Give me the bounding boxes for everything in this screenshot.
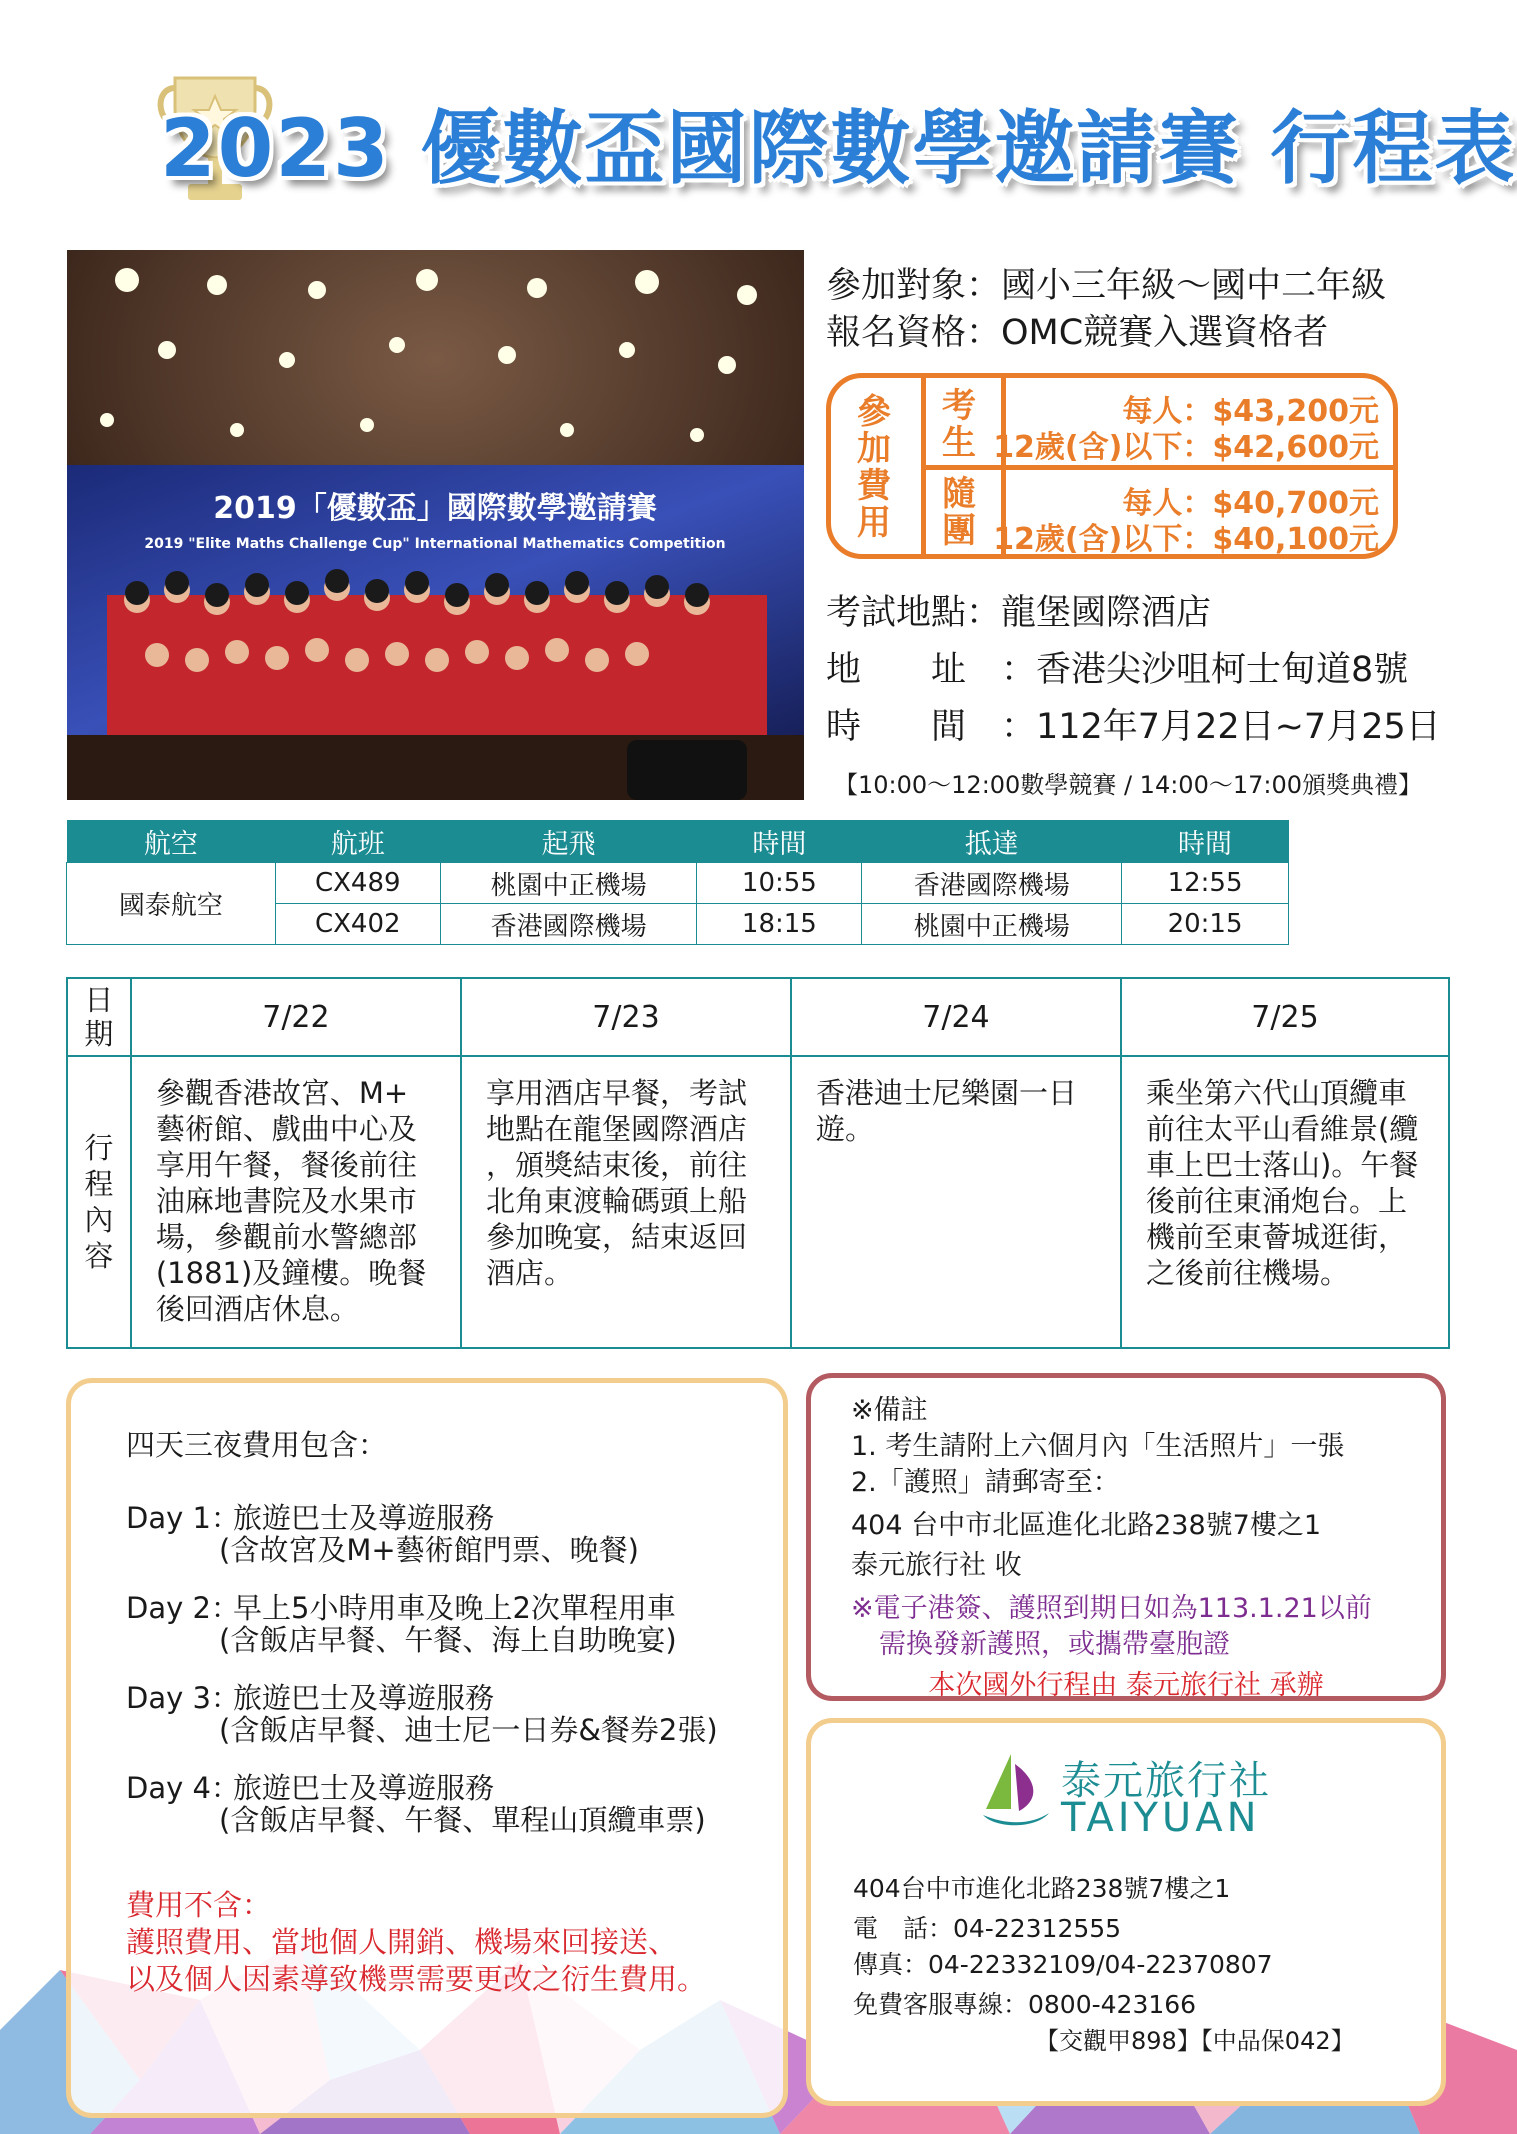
schedule-line: 乘坐第六代山頂纜車 [1145, 1076, 1407, 1110]
schedule-day-cell [461, 1056, 791, 1348]
included-day-line1: 早上5小時用車及晚上2次單程用車 [233, 1591, 676, 1625]
time-value: ：112年7月22日~7月25日 [1001, 707, 1441, 747]
schedule-line: 香港迪士尼樂園一日 [815, 1076, 1077, 1110]
qualification: 報名資格：OMC競賽入選資格者 [826, 313, 1329, 353]
included-heading: 四天三夜費用包含： [126, 1428, 388, 1462]
schedule-line: 後前往東涌炮台。上 [1145, 1184, 1407, 1218]
schedule-line: 前往太平山看維景(纜 [1145, 1112, 1419, 1146]
flight-from: 香港國際機場 [440, 904, 697, 945]
flight-table [66, 820, 1289, 945]
schedule-date: 7/23 [461, 978, 791, 1056]
notes-item: 2.「護照」請郵寄至： [851, 1467, 1120, 1498]
time-note: 【10:00～12:00數學競賽 / 14:00～17:00頒獎典禮】 [834, 771, 1422, 799]
flight-number: CX489 [275, 863, 440, 904]
flight-to: 香港國際機場 [862, 863, 1122, 904]
address-value: ：香港尖沙咀柯士甸道8號 [1001, 650, 1409, 690]
excluded-line: 以及個人因素導致機票需要更改之衍生費用。 [126, 1962, 707, 1996]
included-day-line1: 旅遊巴士及導遊服務 [233, 1681, 495, 1715]
flight-header-dep-time: 時間 [697, 820, 862, 863]
page-title: 2023 優數盃國際數學邀請賽 行程表 [160, 102, 1517, 195]
schedule-line: 場，參觀前水警總部 [155, 1220, 417, 1254]
title-area [150, 80, 1517, 200]
schedule-date: 7/25 [1121, 978, 1449, 1056]
photo-banner-text-2: 2019 "Elite Maths Challenge Cup" International Mathematics Competition [144, 536, 726, 552]
fee-box [826, 373, 1398, 559]
schedule-day-cell [791, 1056, 1121, 1348]
flight-to: 桃園中正機場 [862, 904, 1122, 945]
schedule-date-label [67, 978, 131, 1056]
exam-venue: 考試地點：龍堡國際酒店 [826, 593, 1212, 633]
photo-banner-text-1: 2019「優數盃」國際數學邀請賽 [213, 491, 657, 526]
flight-arr-time: 20:15 [1122, 904, 1289, 945]
photo-crowd [107, 569, 767, 745]
schedule-line: 後回酒店休息。 [155, 1292, 359, 1326]
table-row [67, 863, 1289, 904]
notes-warning: ※電子港簽、護照到期日如為113.1.21以前 [851, 1593, 1372, 1624]
schedule-day-cell [131, 1056, 461, 1348]
notes-recipient: 泰元旅行社 收 [851, 1550, 1022, 1581]
fee-category-examinee: 考生 [942, 386, 976, 463]
flight-arr-time: 12:55 [1122, 863, 1289, 904]
flight-number: CX402 [275, 904, 440, 945]
event-photo [67, 250, 804, 800]
schedule-line: (1881)及鐘樓。晚餐 [155, 1256, 427, 1290]
sailboat-logo-icon [981, 1749, 1051, 1829]
agency-box [806, 1718, 1446, 2106]
flight-header-airline: 航空 [67, 820, 276, 863]
schedule-line: 參觀香港故宮、M+ [155, 1076, 409, 1110]
fee-examinee-child: 12歲(含)以下：$42,600元 [993, 430, 1379, 465]
included-day-label: Day 1： [126, 1501, 240, 1535]
schedule-date: 7/22 [131, 978, 461, 1056]
included-day-label: Day 4： [126, 1771, 240, 1805]
excluded-heading: 費用不含： [126, 1888, 272, 1922]
notes-item: 1. 考生請附上六個月內「生活照片」一張 [851, 1431, 1345, 1462]
fee-label: 參加費用 [857, 392, 891, 543]
fee-companion-child: 12歲(含)以下：$40,100元 [993, 522, 1379, 557]
schedule-line: ，頒獎結束後，前往 [486, 1148, 748, 1182]
flight-header-arr-time: 時間 [1122, 820, 1289, 863]
included-day-line1: 旅遊巴士及導遊服務 [233, 1501, 495, 1535]
schedule-content-label [67, 1056, 131, 1348]
flight-from: 桃園中正機場 [440, 863, 697, 904]
agency-name-cn: 泰元旅行社 [1061, 1758, 1271, 1804]
agency-address: 404台中市進化北路238號7樓之1 [853, 1874, 1231, 1903]
notes-box [806, 1373, 1446, 1701]
notes-address: 404 台中市北區進化北路238號7樓之1 [851, 1510, 1322, 1541]
schedule-line: 地點在龍堡國際酒店 [486, 1112, 748, 1146]
agency-hotline: 免費客服專線：0800-423166 [853, 1990, 1197, 2019]
schedule-line: 機前至東薈城逛街， [1145, 1220, 1407, 1254]
notes-warning: 需換發新護照，或攜帶臺胞證 [879, 1629, 1230, 1660]
included-day-line2: (含飯店早餐、迪士尼一日券&餐券2張) [219, 1713, 718, 1747]
included-day-line1: 旅遊巴士及導遊服務 [233, 1771, 495, 1805]
fee-examinee-adult: 每人：$43,200元 [1122, 394, 1379, 429]
agency-fax: 傳真：04-22332109/04-22370807 [853, 1950, 1273, 1979]
flight-header-flight: 航班 [275, 820, 440, 863]
schedule-line: 油麻地書院及水果市 [155, 1184, 417, 1218]
included-day-line2: (含飯店早餐、午餐、單程山頂纜車票) [219, 1803, 706, 1837]
schedule-line: 享用酒店早餐，考試 [486, 1076, 748, 1110]
flight-header-to: 抵達 [862, 820, 1122, 863]
schedule-line: 參加晚宴，結束返回 [486, 1220, 748, 1254]
address-label: 地 址 [826, 650, 967, 690]
schedule-content-label-text: 行程內容 [84, 1131, 114, 1273]
schedule-table [66, 977, 1450, 1349]
schedule-line: 藝術館、戲曲中心及 [155, 1112, 417, 1146]
schedule-line: 享用午餐，餐後前往 [155, 1148, 417, 1182]
flight-dep-time: 10:55 [697, 863, 862, 904]
flight-dep-time: 18:15 [697, 904, 862, 945]
target-audience: 參加對象：國小三年級～國中二年級 [826, 266, 1387, 306]
included-day-line2: (含故宮及M+藝術館門票、晚餐) [219, 1533, 639, 1567]
time-label: 時 間 [826, 707, 967, 747]
included-day-label: Day 2： [126, 1591, 240, 1625]
notes-heading: ※備註 [851, 1395, 928, 1426]
organizer-note: 本次國外行程由 泰元旅行社 承辦 [928, 1670, 1324, 1701]
schedule-line: 北角東渡輪碼頭上船 [486, 1184, 748, 1218]
fee-companion-adult: 每人：$40,700元 [1122, 486, 1379, 521]
schedule-header-row [67, 978, 1449, 1056]
flight-header-from: 起飛 [440, 820, 697, 863]
schedule-day-cell [1121, 1056, 1449, 1348]
schedule-line: 遊。 [815, 1112, 874, 1146]
schedule-content-row [67, 1056, 1449, 1348]
schedule-line: 車上巴士落山)。午餐 [1145, 1148, 1419, 1182]
included-day-label: Day 3： [126, 1681, 240, 1715]
included-day-line2: (含飯店早餐、午餐、海上自助晚宴) [219, 1623, 677, 1657]
event-photo-graphic [67, 250, 804, 800]
schedule-date: 7/24 [791, 978, 1121, 1056]
flight-airline: 國泰航空 [67, 863, 276, 945]
schedule-line: 之後前往機場。 [1145, 1256, 1349, 1290]
fee-category-companion: 隨團 [942, 474, 976, 551]
included-box [66, 1378, 788, 2118]
schedule-date-label-text: 日期 [84, 983, 114, 1051]
agency-phone: 電 話：04-22312555 [853, 1914, 1122, 1943]
excluded-line: 護照費用、當地個人開銷、機場來回接送、 [126, 1925, 678, 1959]
agency-license: 【交觀甲898】【中品保042】 [1035, 2027, 1355, 2055]
agency-name-en: TAIYUAN [1061, 1795, 1261, 1841]
flight-table-header [67, 820, 1289, 863]
schedule-line: 酒店。 [486, 1256, 574, 1290]
